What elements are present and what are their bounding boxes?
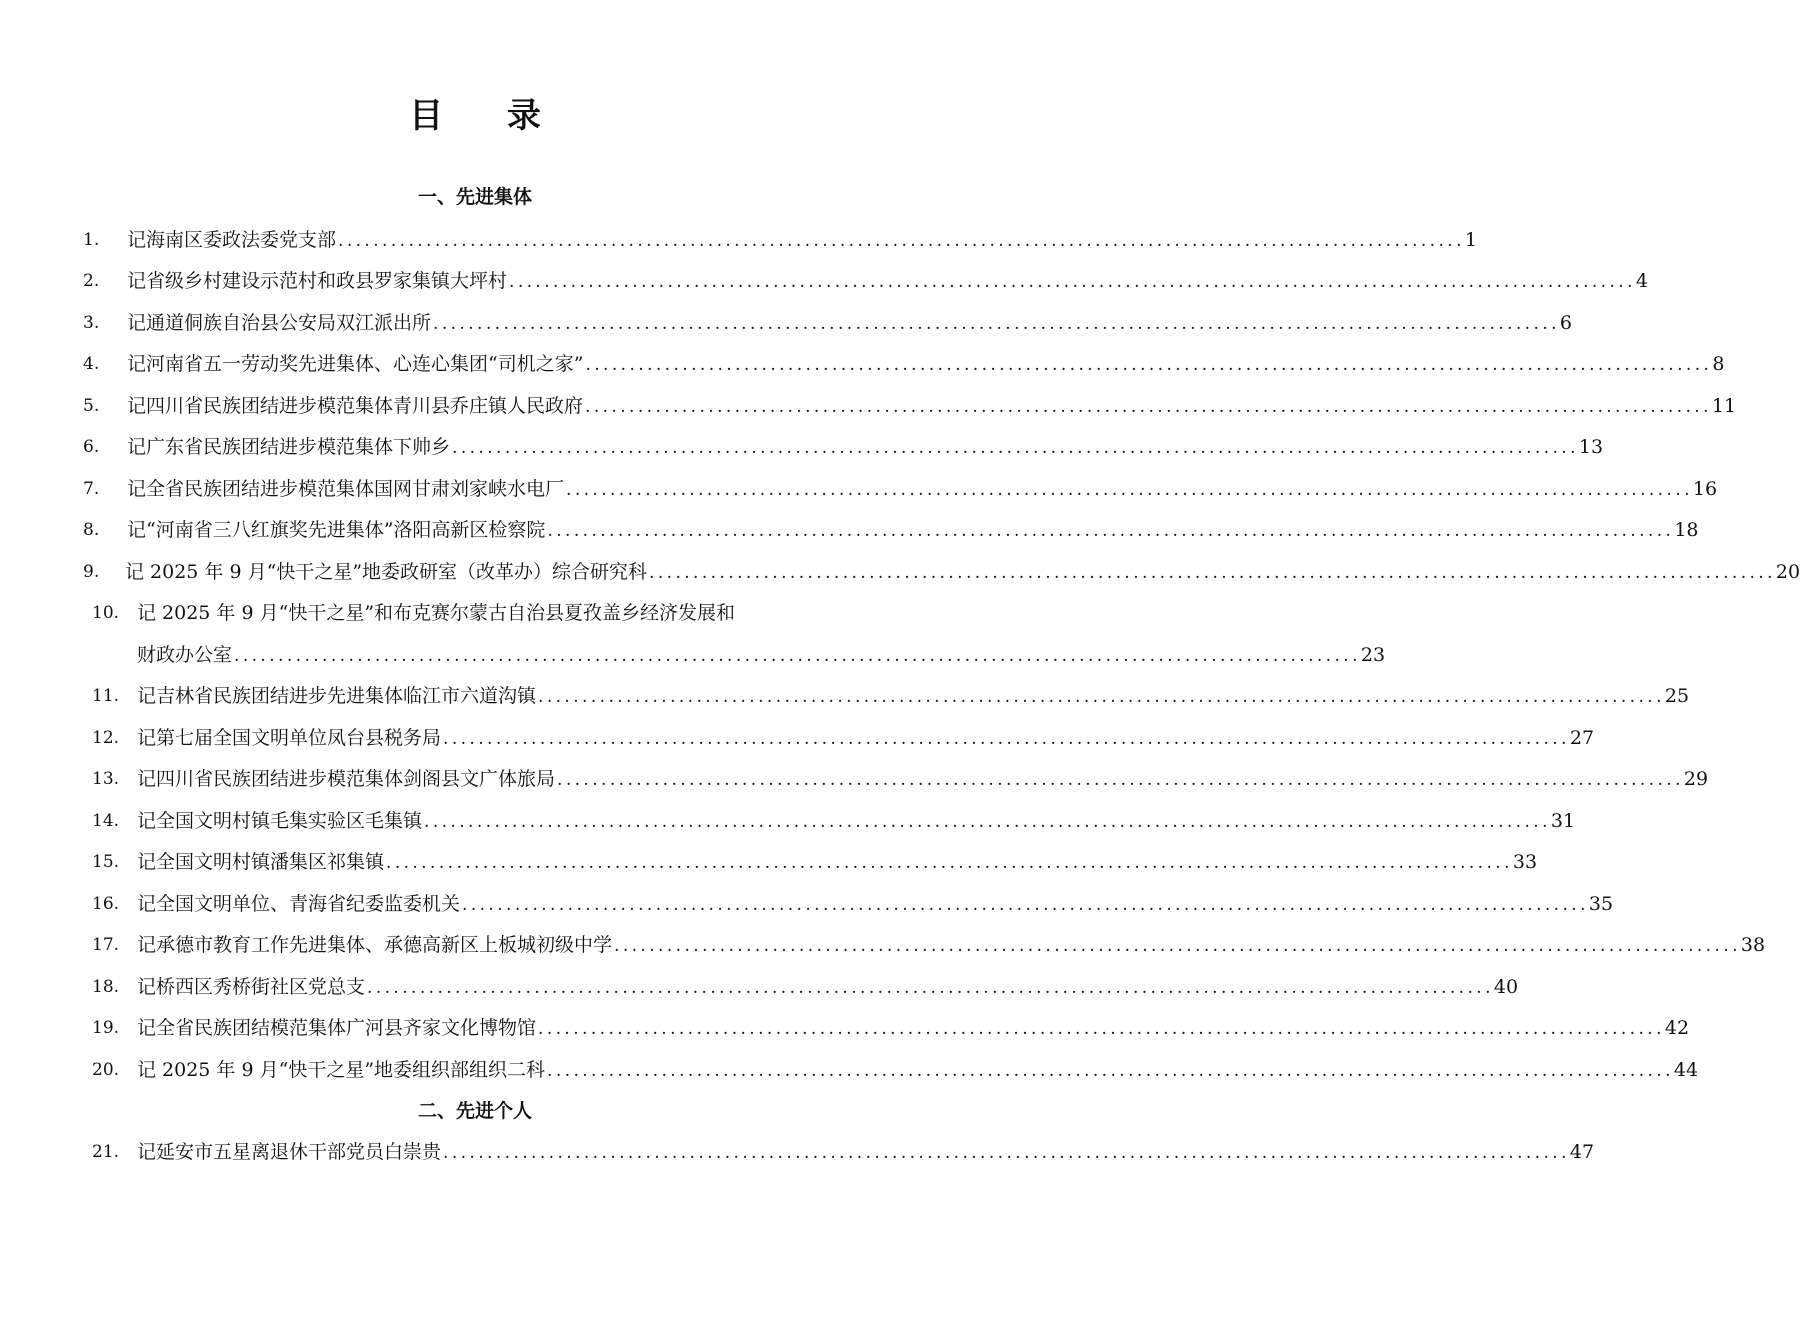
entry-number: 1.	[83, 230, 100, 250]
entry-page-number: 31	[1550, 810, 1576, 832]
entry-title: 记延安市五星离退休干部党员白崇贵	[137, 1141, 442, 1163]
entry-number: 6.	[83, 437, 100, 457]
entry-number: 10.	[92, 603, 120, 623]
toc-entry[interactable]	[83, 433, 1604, 461]
entry-page-number: 42	[1664, 1017, 1690, 1039]
entry-page-number: 47	[1569, 1141, 1595, 1163]
entry-page-number: 38	[1740, 934, 1766, 956]
dot-leader: ................................................................................................................................	[234, 646, 1361, 666]
entry-title: 记全国文明村镇毛集实验区毛集镇	[137, 810, 423, 832]
toc-entry[interactable]	[83, 309, 1572, 337]
entry-number: 21.	[92, 1142, 120, 1162]
entry-title: 记桥西区秀桥街社区党总支	[137, 976, 366, 998]
entry-title: 记广东省民族团结进步模范集体下帅乡	[127, 436, 451, 458]
entry-number: 4.	[83, 354, 100, 374]
entry-title: 记河南省五一劳动奖先进集体、心连心集团“司机之家”	[127, 353, 584, 375]
entry-number: 20.	[92, 1060, 120, 1080]
toc-entry[interactable]	[92, 890, 1614, 918]
dot-leader: ................................................................................................................................	[585, 397, 1712, 417]
entry-page-number: 13	[1578, 436, 1604, 458]
entry-title: 记通道侗族自治县公安局双江派出所	[127, 312, 432, 334]
toc-entry[interactable]	[83, 392, 1737, 420]
toc-entry[interactable]	[92, 931, 1766, 959]
entry-page-number: 25	[1664, 685, 1690, 707]
entry-title: 记全省民族团结模范集体广河县齐家文化博物馆	[137, 1017, 537, 1039]
entry-number: 17.	[92, 935, 120, 955]
toc-entry[interactable]	[92, 1138, 1595, 1166]
entry-title: 记“河南省三八红旗奖先进集体”洛阳高新区检察院	[127, 519, 546, 541]
toc-entry[interactable]	[92, 1056, 1699, 1084]
entry-number: 12.	[92, 728, 120, 748]
entry-page-number: 4	[1635, 270, 1648, 292]
toc-entry[interactable]	[83, 226, 1477, 254]
entry-number: 14.	[92, 811, 120, 831]
entry-number: 11.	[92, 686, 120, 706]
dot-leader: ................................................................................................................................	[386, 853, 1513, 873]
entry-title: 记第七届全国文明单位凤台县税务局	[137, 727, 442, 749]
entry-title: 记全国文明单位、青海省纪委监委机关	[137, 893, 461, 915]
entry-page-number: 18	[1674, 519, 1699, 541]
toc-entry[interactable]	[83, 475, 1718, 503]
entry-number: 15.	[92, 852, 120, 872]
dot-leader: ................................................................................................................................	[614, 936, 1741, 956]
dot-leader: ................................................................................................................................	[557, 770, 1684, 790]
entry-page-number: 6	[1559, 312, 1572, 334]
dot-leader: ................................................................................................................................	[566, 480, 1693, 500]
entry-page-number: 23	[1360, 644, 1386, 666]
entry-page-number: 44	[1673, 1059, 1699, 1081]
dot-leader: ................................................................................................................................	[509, 272, 1636, 292]
dot-leader: ................................................................................................................................	[547, 521, 1675, 541]
dot-leader: ................................................................................................................................	[649, 563, 1776, 583]
toc-entry[interactable]	[92, 682, 1690, 710]
page-title: 目 录	[409, 96, 567, 136]
entry-number: 7.	[83, 479, 100, 499]
entry-page-number: 27	[1569, 727, 1595, 749]
entry-number: 5.	[83, 396, 100, 416]
entry-title: 记海南区委政法委党支部	[127, 229, 337, 251]
dot-leader: ................................................................................................................................	[538, 687, 1665, 707]
entry-title: 记 2025 年 9 月“快干之星”和布克赛尔蒙古自治县夏孜盖乡经济发展和	[137, 602, 736, 624]
toc-entry[interactable]	[92, 973, 1519, 1001]
entry-page-number: 40	[1493, 976, 1519, 998]
entry-page-number: 16	[1692, 478, 1718, 500]
entry-title: 记 2025 年 9 月“快干之星”地委政研室（改革办）综合研究科	[125, 561, 648, 583]
entry-title: 记承德市教育工作先进集体、承德高新区上板城初级中学	[137, 934, 613, 956]
entry-title: 记吉林省民族团结进步先进集体临江市六道沟镇	[137, 685, 537, 707]
entry-page-number: 29	[1683, 768, 1709, 790]
dot-leader: ................................................................................................................................	[433, 314, 1560, 334]
toc-entry[interactable]	[92, 848, 1538, 876]
entry-number: 8.	[83, 520, 100, 540]
toc-entry[interactable]	[83, 350, 1725, 378]
entry-title: 记四川省民族团结进步模范集体青川县乔庄镇人民政府	[127, 395, 584, 417]
section-heading-collective: 一、先进集体	[417, 186, 532, 208]
entry-title: 记全国文明村镇潘集区祁集镇	[137, 851, 385, 873]
dot-leader: ................................................................................................................................	[452, 438, 1579, 458]
dot-leader: ................................................................................................................................	[338, 231, 1465, 251]
dot-leader: ................................................................................................................................	[443, 1143, 1570, 1163]
toc-entry-continuation[interactable]	[137, 641, 1386, 669]
entry-title: 记 2025 年 9 月“快干之星”地委组织部组织二科	[137, 1059, 546, 1081]
entry-page-number: 8	[1712, 353, 1725, 375]
toc-entry[interactable]	[92, 807, 1576, 835]
dot-leader: ................................................................................................................................	[585, 355, 1713, 375]
entry-number: 19.	[92, 1018, 120, 1038]
entry-page-number: 20	[1775, 561, 1800, 583]
dot-leader: ................................................................................................................................	[462, 895, 1589, 915]
entry-number: 16.	[92, 894, 120, 914]
entry-page-number: 1	[1464, 229, 1477, 251]
section-heading-individual: 二、先进个人	[417, 1100, 532, 1122]
entry-title: 记省级乡村建设示范村和政县罗家集镇大坪村	[127, 270, 508, 292]
entry-number: 18.	[92, 977, 120, 997]
dot-leader: ................................................................................................................................	[443, 729, 1570, 749]
entry-page-number: 35	[1588, 893, 1614, 915]
entry-page-number: 33	[1512, 851, 1538, 873]
dot-leader: ................................................................................................................................	[424, 812, 1551, 832]
entry-number: 9.	[83, 562, 100, 582]
toc-entry[interactable]	[92, 1014, 1690, 1042]
dot-leader: ................................................................................................................................	[367, 978, 1494, 998]
toc-entry[interactable]	[83, 558, 1800, 586]
entry-number: 13.	[92, 769, 120, 789]
entry-number: 3.	[83, 313, 100, 333]
toc-entry[interactable]	[92, 765, 1709, 793]
toc-entry[interactable]	[83, 516, 1699, 544]
entry-title: 记四川省民族团结进步模范集体剑阁县文广体旅局	[137, 768, 556, 790]
entry-title: 记全省民族团结进步模范集体国网甘肃刘家峡水电厂	[127, 478, 565, 500]
entry-page-number: 11	[1711, 395, 1737, 417]
dot-leader: ................................................................................................................................	[538, 1019, 1665, 1039]
entry-title-continued: 财政办公室	[137, 644, 233, 666]
toc-entry[interactable]	[83, 267, 1648, 295]
entry-number: 2.	[83, 271, 100, 291]
toc-entry[interactable]	[92, 724, 1595, 752]
dot-leader: ................................................................................................................................	[547, 1061, 1674, 1081]
